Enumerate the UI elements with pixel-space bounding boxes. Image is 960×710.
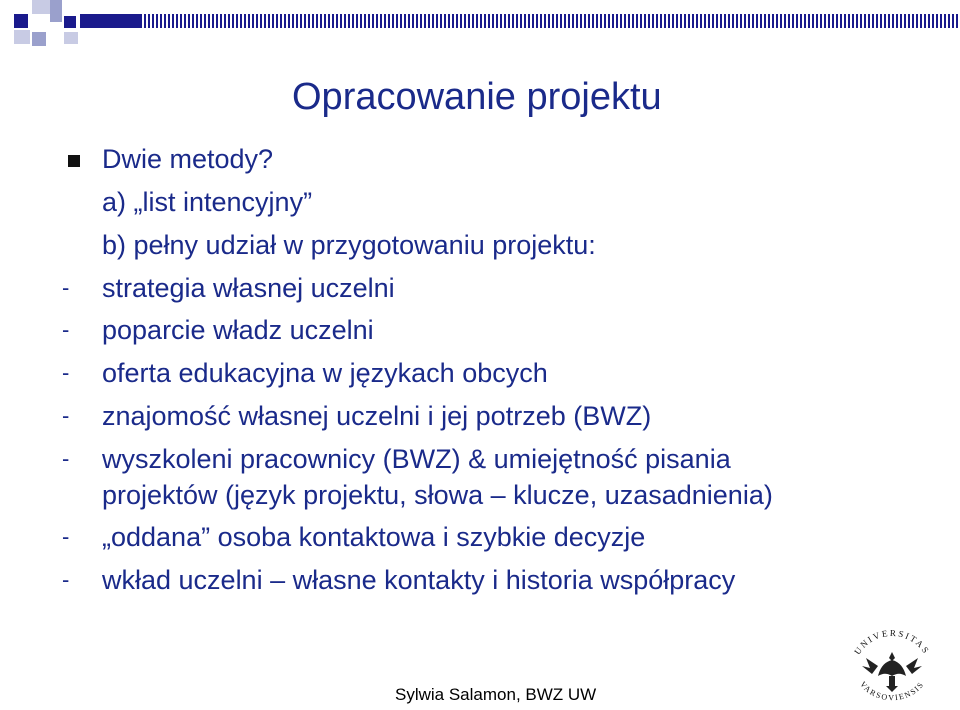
- list-dash: -: [62, 360, 70, 385]
- decor-square-dark: [64, 16, 76, 28]
- decor-square-mid: [50, 0, 62, 22]
- decor-square-light: [14, 30, 30, 44]
- list-item-text: oferta edukacyjna w językach obcych: [102, 358, 548, 388]
- list-item-text: wyszkoleni pracownicy (BWZ) & umiejętność pisania: [102, 444, 731, 474]
- decor-square-dark: [14, 14, 28, 28]
- list-dash: -: [62, 446, 70, 471]
- list-dash: -: [62, 567, 70, 592]
- decor-bar-dark: [80, 14, 140, 28]
- list-dash: -: [62, 524, 70, 549]
- list-item-text: Dwie metody?: [102, 144, 274, 174]
- list-item-text: poparcie władz uczelni: [102, 315, 374, 345]
- eagle-emblem: [862, 652, 922, 692]
- list-item-text: b) pełny udział w przygotowaniu projektu:: [102, 230, 596, 260]
- list-item-text: wkład uczelni – własne kontakty i historia współpracy: [102, 565, 736, 595]
- list-item-text: projektów (język projektu, słowa – klucze, uzasadnienia): [102, 480, 773, 510]
- slide-title: Opracowanie projektu: [292, 76, 662, 118]
- decor-square-mid: [32, 32, 46, 46]
- seal-top-text: UNIVERSITAS: [852, 627, 932, 657]
- decor-square-light: [32, 0, 50, 14]
- list-item-text: „oddana” osoba kontaktowa i szybkie decyzje: [102, 522, 646, 552]
- square-bullet-icon: [68, 155, 80, 167]
- list-item-text: a) „list intencyjny”: [102, 187, 313, 217]
- list-dash: -: [62, 317, 70, 342]
- decor-square-light: [64, 32, 78, 44]
- list-dash: -: [62, 403, 70, 428]
- list-item-text: znajomość własnej uczelni i jej potrzeb (BWZ): [102, 401, 652, 431]
- list-dash: -: [62, 275, 70, 300]
- list-item-text: strategia własnej uczelni: [102, 273, 395, 303]
- seal-bottom-text: VARSOVIENSIS: [858, 679, 926, 703]
- footer-author: Sylwia Salamon, BWZ UW: [395, 685, 597, 704]
- university-seal-icon: [842, 622, 942, 710]
- decor-stripe-bar: [140, 14, 960, 28]
- decorative-header-squares: [0, 0, 960, 60]
